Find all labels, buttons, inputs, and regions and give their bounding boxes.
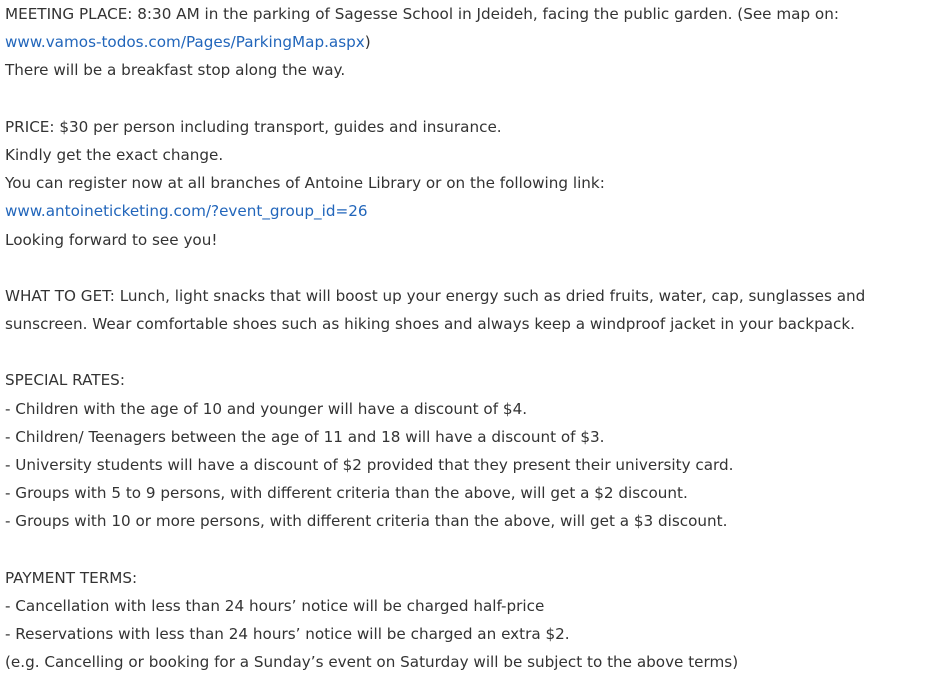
payment-term-item: - Reservations with less than 24 hours’ notice will be charged an extra $2. — [5, 625, 570, 644]
ticket-link-line — [5, 197, 941, 225]
ticketing-link[interactable]: www.antoineticketing.com/?event_group_id=26 — [5, 202, 368, 221]
register-line: You can register now at all branches of Antoine Library or on the following link: — [5, 174, 605, 193]
spacer — [5, 536, 941, 564]
payment-term-example: (e.g. Cancelling or booking for a Sunday’s event on Saturday will be subject to the above terms) — [5, 653, 739, 672]
breakfast-line: There will be a breakfast stop along the way. — [5, 61, 346, 80]
special-rates-heading: SPECIAL RATES: — [5, 371, 125, 390]
meeting-place-line: MEETING PLACE: 8:30 AM in the parking of Sagesse School in Jdeideh, facing the public garden. (See map on: — [5, 5, 839, 23]
price-line: PRICE: $30 per person including transport, guides and insurance. — [5, 117, 502, 136]
special-rate-item: - Children with the age of 10 and younger will have a discount of $4. — [5, 399, 528, 418]
payment-term-item: - Cancellation with less than 24 hours’ notice will be charged half-price — [5, 596, 545, 615]
what-to-get-line-2: sunscreen. Wear comfortable shoes such as hiking shoes and always keep a windproof jacket in your backpack. — [5, 315, 856, 334]
special-rate-item: - Children/ Teenagers between the age of 11 and 18 will have a discount of $3. — [5, 427, 605, 446]
exact-change-line: Kindly get the exact change. — [5, 145, 224, 164]
spacer — [5, 254, 941, 282]
parking-map-link[interactable]: www.vamos-todos.com/Pages/ParkingMap.aspx — [5, 33, 365, 52]
what-to-get-line-1: WHAT TO GET: Lunch, light snacks that will boost up your energy such as dried fruits, water, cap, sunglasses and — [5, 286, 866, 305]
special-rate-item: - University students will have a discount of $2 provided that they present their university card. — [5, 456, 734, 474]
special-rate-item: - Groups with 10 or more persons, with different criteria than the above, will get a $3 discount. — [5, 512, 728, 531]
map-link-line — [5, 28, 941, 56]
looking-forward-line: Looking forward to see you! — [5, 230, 218, 249]
payment-terms-heading: PAYMENT TERMS: — [5, 568, 138, 587]
spacer — [5, 85, 941, 113]
spacer — [5, 338, 941, 366]
map-link-suffix: ) — [364, 33, 371, 52]
special-rate-item: - Groups with 5 to 9 persons, with different criteria than the above, will get a $2 discount. — [5, 484, 688, 503]
